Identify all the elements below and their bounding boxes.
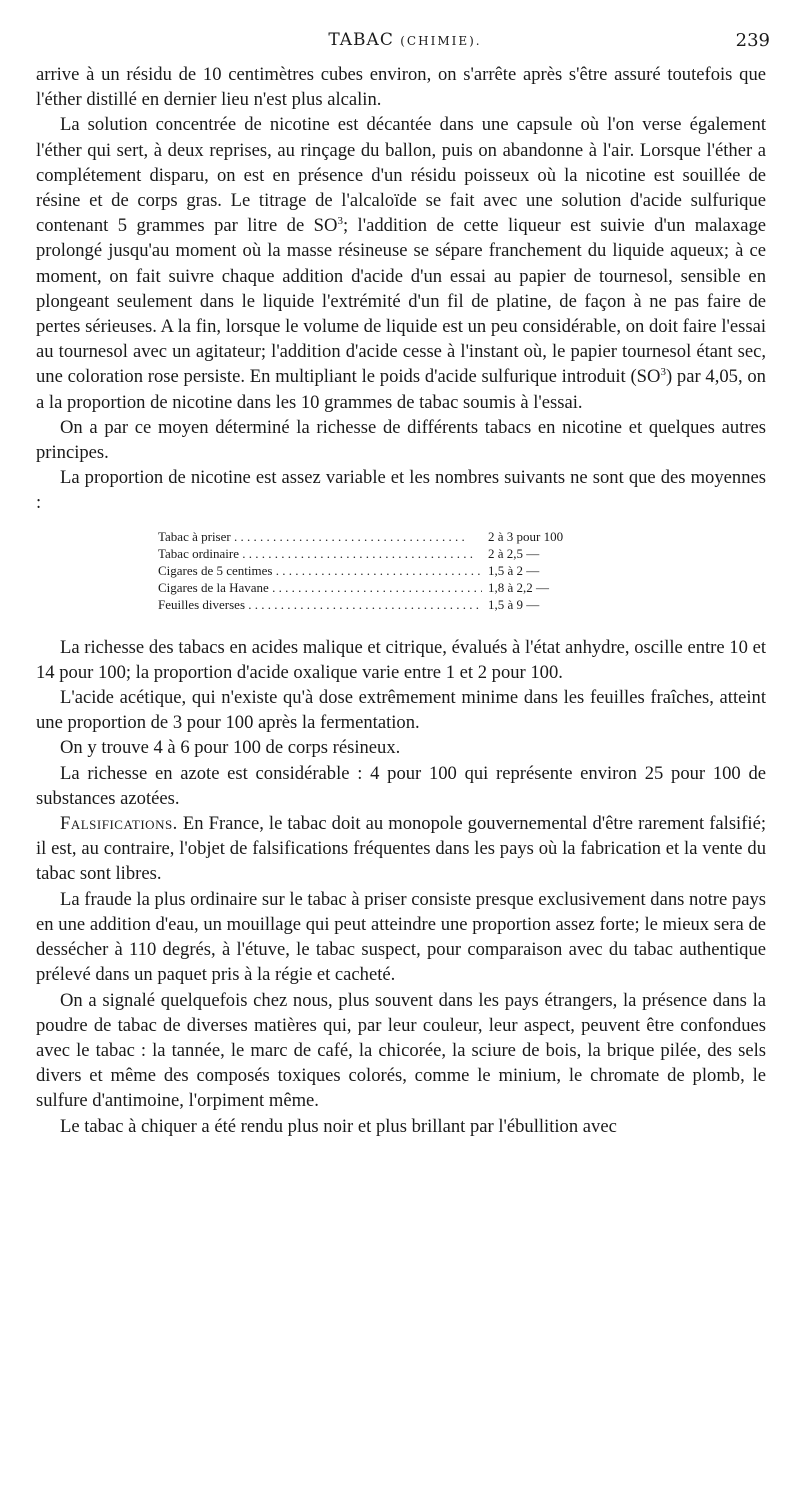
table-row [158, 528, 638, 545]
table-row-label: Tabac ordinaire . . . [158, 545, 482, 562]
paragraph-2 [36, 112, 766, 414]
running-title-main: TABAC [328, 30, 394, 50]
table-row [158, 562, 638, 579]
nicotine-table [158, 528, 638, 613]
paragraph-1: arrive à un résidu de 10 centimètres cubes environ, on s'arrête après s'être assuré toutefois que l'éther distillé en dernier lieu n'est plus alcalin. [36, 64, 766, 111]
section-label-falsifications: Falsifications. [60, 813, 178, 835]
paragraph-7: On y trouve 4 à 6 pour 100 de corps résineux. [60, 737, 401, 759]
superscript-3a: 3 [337, 215, 343, 228]
table-row-label: Tabac à priser . . . [158, 528, 482, 545]
paragraph-3: On a par ce moyen déterminé la richesse de différents tabacs en nicotine et quelques autres principes. [36, 416, 766, 464]
superscript-3b: 3 [660, 366, 666, 379]
table-row-value: 1,5 à 2 — [488, 562, 540, 578]
paragraph-8: La richesse en azote est considérable : 4 pour 100 qui représente environ 25 pour 100 de substances azotées. [36, 762, 766, 809]
paragraph-10: La fraude la plus ordinaire sur le tabac à priser consiste presque exclusivement dans notre pays en une addition d'eau, un mouillage qui peut atteindre une proportion assez forte; le mieux sera de dessécher à 110 degrés, à l'étuve, le tabac suspect, pour comparaison avec du tabac authentique prélevé dans un paquet pris à la régie et cacheté. [36, 888, 766, 986]
paragraph-4: La proportion de nicotine est assez variable et les nombres suivants ne sont que des moyennes : [36, 467, 766, 514]
paragraph-9-text: En France, le tabac doit au monopole gouvernemental d'être rarement falsifié; il est, au contraire, l'objet de falsifications fréquentes dans les pays où la fabrication et la vente du tabac sont libres. [36, 813, 766, 885]
table-row-label: Cigares de la Havane . . . [158, 579, 482, 596]
paragraph-9 [36, 811, 766, 887]
table-row-value: 2 à 2,5 — [488, 545, 540, 561]
paragraph-6: L'acide acétique, qui n'existe qu'à dose extrêmement minime dans les feuilles fraîches, atteint une proportion de 3 pour 100 après la fermentation. [36, 687, 766, 734]
table-row-value: 1,8 à 2,2 — [488, 579, 550, 595]
running-title-sub: (CHIMIE). [400, 34, 482, 48]
paragraph-2-part-b: ; l'addition de cette liqueur est suivie d'un malaxage prolongé jusqu'au moment où la masse résineuse se sépare franchement du liquide aqueux; à ce moment, on fait suivre chaque addition d'acide d'un essai au papier de tournesol, sensible en plongeant seulement dans le liquide l'extrémité d'un fil de platine, de façon à ne pas faire de pertes sérieuses. A la fin, lorsque le volume de liquide est un peu considérable, on doit faire l'essai au tournesol avec un agitateur; l'addition d'acide cesse à l'instant où, le papier tournesol étant sec, une coloration rose persiste. En multipliant le poids d'acide sulfurique introduit (SO [36, 215, 766, 388]
running-header [40, 30, 770, 56]
table-row-value: 1,5 à 9 — [488, 596, 540, 612]
paragraph-11: On a signalé quelquefois chez nous, plus souvent dans les pays étrangers, la présence dans la poudre de tabac de diverses matières qui, par leur couleur, leur aspect, peuvent être confondues avec le tabac : la tannée, le marc de café, la chicorée, la sciure de bois, la brique pilée, des sels divers et même des composés toxiques colorés, comme le minium, le chromate de plomb, le sulfure d'antimoine, l'orpiment même. [36, 989, 766, 1112]
table-row-value: 2 à 3 pour 100 [488, 528, 564, 544]
table-row [158, 545, 638, 562]
table-row-label: Feuilles diverses . . . [158, 596, 482, 613]
paragraph-2-part-c: ) par 4,05, on a la proportion de nicotine dans les 10 grammes de tabac soumis à l'essai. [36, 366, 766, 413]
table-row-label: Cigares de 5 centimes . . . [158, 562, 482, 579]
table-row [158, 596, 638, 613]
paragraph-12: Le tabac à chiquer a été rendu plus noir et plus brillant par l'ébullition avec [60, 1115, 617, 1137]
paragraph-5: La richesse des tabacs en acides malique et citrique, évalués à l'état anhydre, oscille entre 10 et 14 pour 100; la proportion d'acide oxalique varie entre 1 et 2 pour 100. [36, 636, 766, 683]
page-body [36, 62, 766, 1139]
paragraph-2-part-a: La solution concentrée de nicotine est décantée dans une capsule où l'on verse également l'éther qui sert, à deux reprises, au rinçage du ballon, puis on abandonne à l'air. Lorsque l'éther a complétement disparu, on est en présence d'un résidu poisseux où la nicotine est souillée de résine et de corps gras. Le titrage de l'alcaloïde se fait avec une solution d'acide sulfurique contenant 5 grammes par litre de SO [36, 114, 766, 237]
page-number: 239 [735, 30, 770, 51]
table-row [158, 579, 638, 596]
running-title [40, 30, 770, 50]
